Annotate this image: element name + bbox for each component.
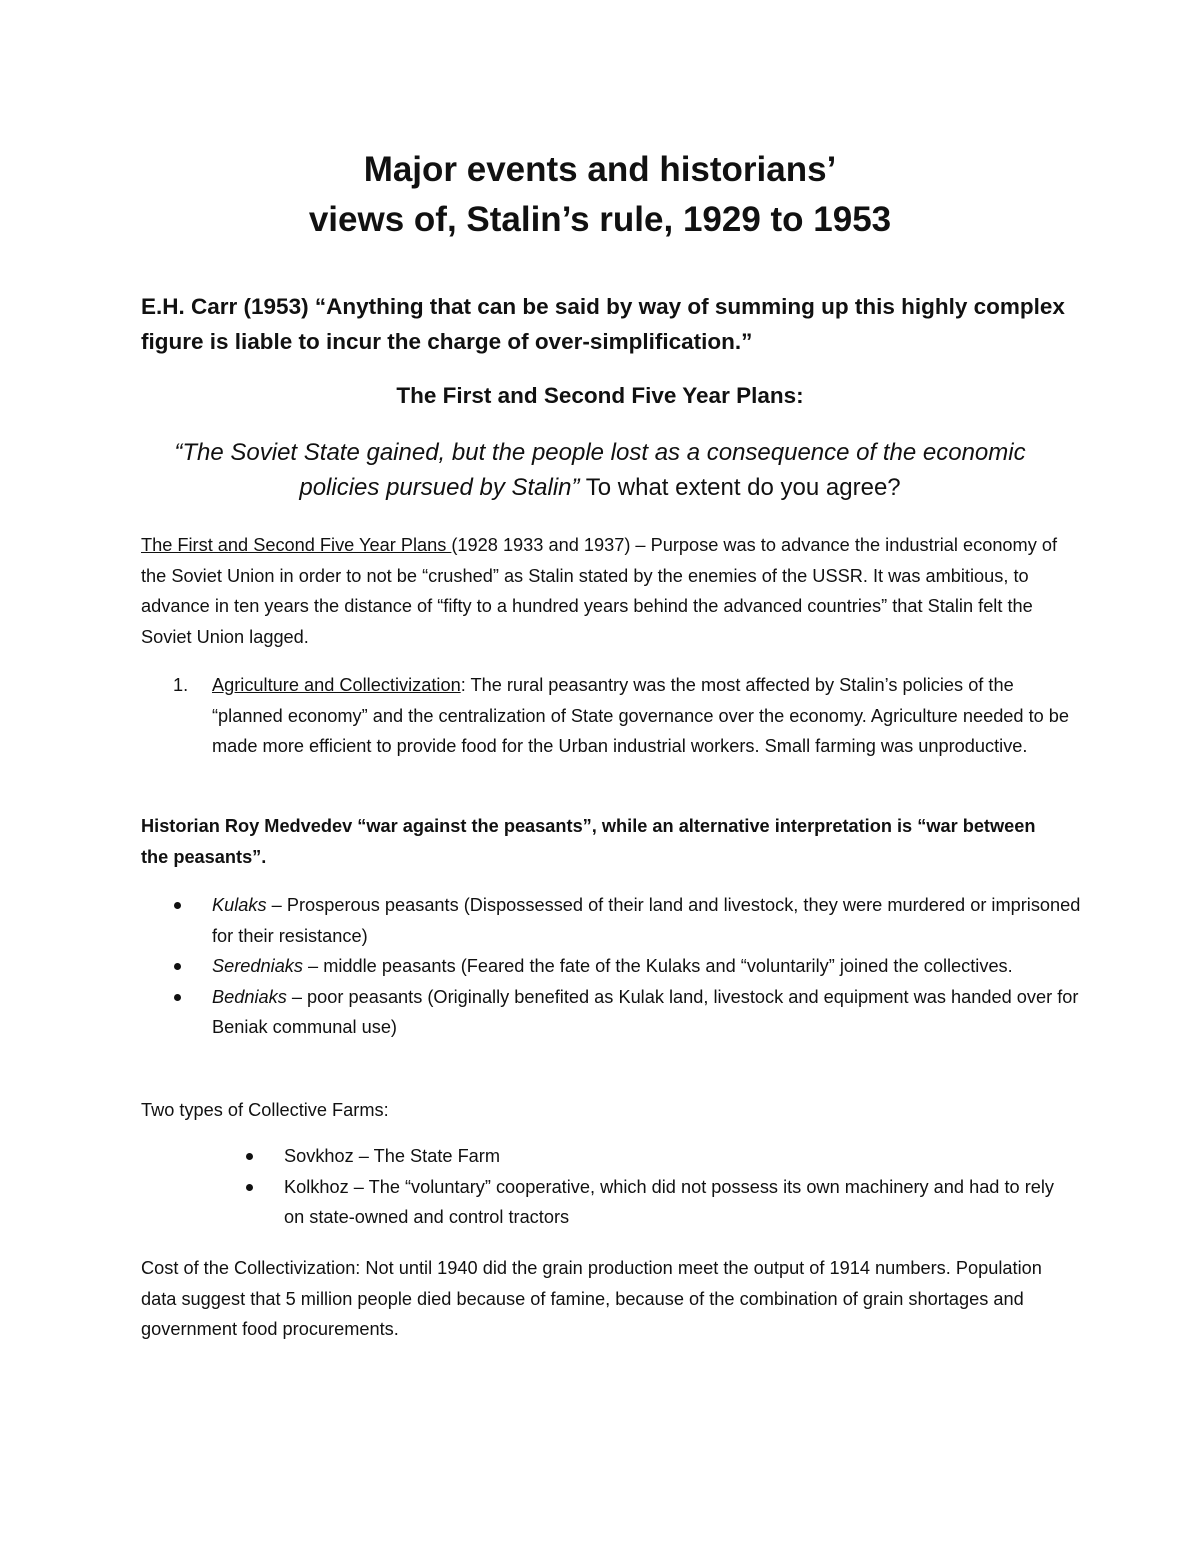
- peasant-text: – poor peasants (Originally benefited as Kulak land, livestock and equipment was handed over for Beniak communal use): [212, 986, 1079, 1037]
- collectivization-heading: Agriculture and Collectivization: [212, 675, 461, 695]
- peasant-text: – Prosperous peasants (Dispossessed of their land and livestock, they were murdered or imprisoned for their resistance): [212, 895, 1081, 946]
- farm-types-list: [213, 1141, 1073, 1233]
- list-item: [141, 890, 1081, 951]
- bullet-icon: [174, 902, 181, 909]
- farm-type-text: Sovkhoz – The State Farm: [284, 1146, 500, 1166]
- bullet-icon: [246, 1184, 253, 1191]
- farm-types-heading: Two types of Collective Farms:: [141, 1100, 389, 1120]
- list-number: 1.: [173, 675, 189, 695]
- farm-type-text: Kolkhoz – The “voluntary” cooperative, which did not possess its own machinery and had to rely on state-owned and control tractors: [284, 1176, 1055, 1227]
- intro-underlined-heading: The First and Second Five Year Plans: [141, 535, 452, 555]
- bullet-icon: [174, 994, 181, 1001]
- list-item: [141, 951, 1081, 982]
- page-title-line-1: Major events and historians’: [363, 150, 837, 189]
- list-item: [141, 982, 1081, 1043]
- list-item: [213, 1172, 1073, 1233]
- collectivization-text: The rural peasantry was the most affected by Stalin’s policies of the “planned economy” and the centralization of State governance over the economy. Agriculture needed to be made more efficient to provide food for the Urban industrial workers. Small farming was unproductive.: [212, 675, 1070, 756]
- bullet-icon: [174, 963, 181, 970]
- essay-question-italic-1: “The Soviet State gained, but the people lost as a consequence of the economic: [174, 439, 1026, 466]
- intro-text: (1928 1933 and 1937) – Purpose was to advance the industrial economy of the Soviet Union in order to not be “crushed” as Stalin stated by the enemies of the USSR. It was ambitious, to advance in ten years the distance of “fifty to a hundred years behind the advanced countries” that Stalin felt the Soviet Union lagged.: [141, 535, 1058, 647]
- peasant-term: Kulaks: [212, 895, 267, 915]
- essay-question-plain: To what extent do you agree?: [579, 474, 901, 501]
- essay-question: [0, 435, 1200, 505]
- cost-paragraph: Cost of the Collectivization: Not until 1940 did the grain production meet the output of 1914 numbers. Population data suggest that 5 million people died because of famine, because of the combination of grain shortages and government food procurements.: [141, 1258, 1042, 1339]
- page-title-line-2: views of, Stalin’s rule, 1929 to 1953: [308, 200, 892, 239]
- peasant-text: – middle peasants (Feared the fate of the Kulaks and “voluntarily” joined the collectives.: [303, 956, 1013, 976]
- list-item: [213, 1141, 1073, 1172]
- numbered-list-item: [141, 670, 1081, 762]
- carr-quote: E.H. Carr (1953) “Anything that can be said by way of summing up this highly complex figure is liable to incur the charge of over-simplification.”: [141, 294, 1065, 354]
- peasant-term: Serednіaks: [212, 956, 303, 976]
- bullet-icon: [246, 1153, 253, 1160]
- peasant-term: Bedniaks: [212, 986, 287, 1007]
- peasant-groups-list: [141, 890, 1081, 1043]
- section-heading: The First and Second Five Year Plans:: [396, 383, 804, 408]
- historian-view: Historian Roy Medvedev “war against the peasants”, while an alternative interpretation is “war between the peasants”.: [141, 816, 1036, 867]
- essay-question-italic-2: policies pursued by Stalin”: [299, 474, 580, 501]
- intro-paragraph: [141, 530, 1061, 652]
- collectivization-colon: :: [460, 675, 466, 695]
